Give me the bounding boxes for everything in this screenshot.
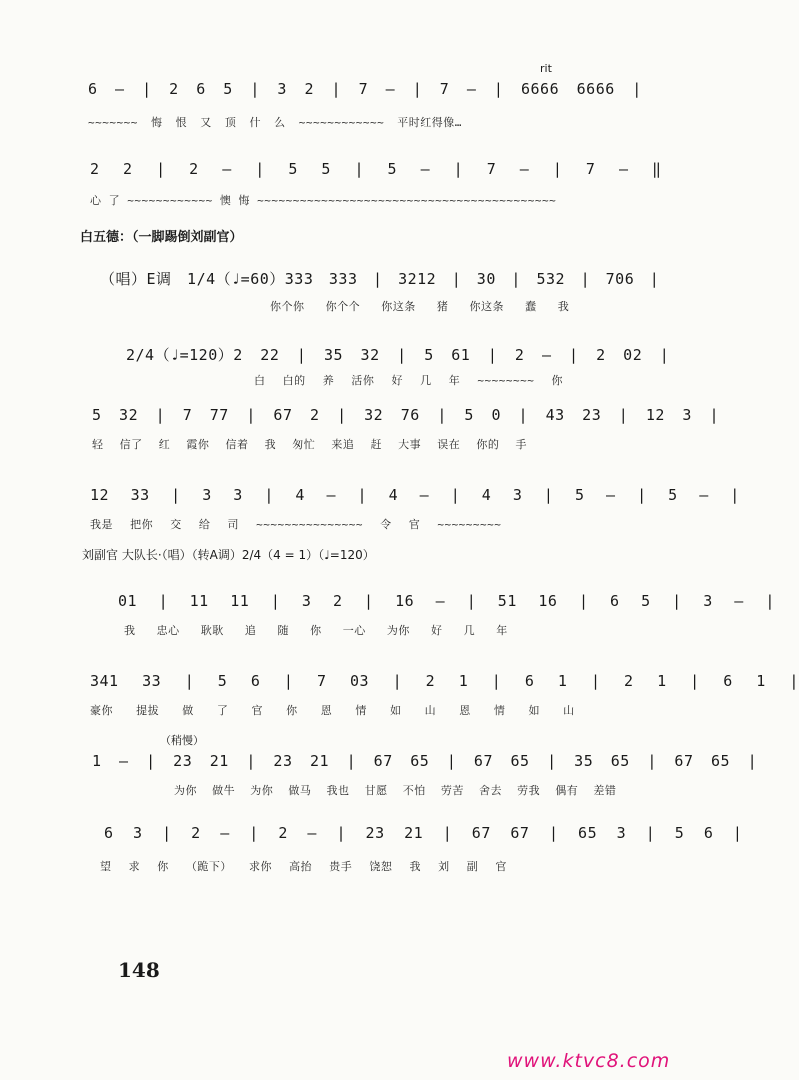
notes-line: 5 32 | 7 77 | 67 2 | 32 76 | 5 0 | 43 23 | 12 3 | [92, 406, 720, 424]
lyrics-line: 我 忠心 耿耿 追 随 你 一心 为你 好 几 年 [124, 624, 508, 637]
lyrics-line: 白 白的 养 活你 好 几 年 ~~~~~~~~ 你 [254, 374, 563, 387]
stage-direction: 刘副官 大队长·（唱）（转A调）2/4（4 = 1）（♩=120） [82, 548, 375, 562]
lyrics-line: ~~~~~~~ 悔 恨 又 顶 什 么 ~~~~~~~~~~~~ 平时红得像… [88, 116, 462, 129]
page-number: 148 [118, 958, 160, 982]
rit-annotation: rit [540, 62, 552, 75]
notes-line: 2 2 | 2 — | 5 5 | 5 — | 7 — | 7 — ‖ [90, 160, 662, 178]
lyrics-line: 轻 信了 红 霞你 信着 我 匆忙 来追 赶 大事 误在 你的 手 [92, 438, 527, 451]
notes-line: 1 — | 23 21 | 23 21 | 67 65 | 67 65 | 35 65 | 67 65 | [92, 752, 758, 770]
tempo-annotation: （稍慢） [160, 734, 204, 747]
lyrics-line: 我是 把你 交 给 司 ~~~~~~~~~~~~~~~ 令 官 ~~~~~~~~~ [90, 518, 502, 531]
lyrics-line: 你个你 你个个 你这条 猪 你这条 蠢 我 [270, 300, 570, 313]
notes-line: 01 | 11 11 | 3 2 | 16 — | 51 16 | 6 5 | 3 — | [118, 592, 775, 610]
site-watermark: www.ktvc8.com [507, 1050, 671, 1072]
notes-line: 341 33 | 5 6 | 7 03 | 2 1 | 6 1 | 2 1 | 6 1 | [90, 672, 799, 690]
lyrics-line: 豪你 提拔 做 了 官 你 恩 情 如 山 恩 情 如 山 [90, 704, 575, 717]
lyrics-line: 望 求 你 （跪下） 求你 高抬 贵手 饶恕 我 刘 副 官 [100, 860, 507, 873]
lyrics-line: 为你 做牛 为你 做马 我也 甘愿 不怕 劳苦 舍去 劳我 偶有 差错 [174, 784, 617, 797]
notes-line: 6 — | 2 6 5 | 3 2 | 7 — | 7 — | 6666 6666 | [88, 80, 642, 98]
notes-line: （唱）E调 1/4（♩=60）333 333 | 3212 | 30 | 532 | 706 | [100, 270, 660, 288]
notes-line: 6 3 | 2 — | 2 — | 23 21 | 67 67 | 65 3 | 5 6 | [104, 824, 743, 842]
notes-line: 2/4（♩=120）2 22 | 35 32 | 5 61 | 2 — | 2 02 | [126, 346, 670, 364]
lyrics-line: 心 了 ~~~~~~~~~~~~ 懊 悔 ~~~~~~~~~~~~~~~~~~~~~~~~~~~~~~~~~~~~~~~~~~ [90, 194, 557, 207]
stage-direction: 白五德：（一脚踢倒刘副官） [80, 230, 243, 245]
notes-line: 12 33 | 3 3 | 4 — | 4 — | 4 3 | 5 — | 5 — | [90, 486, 740, 504]
